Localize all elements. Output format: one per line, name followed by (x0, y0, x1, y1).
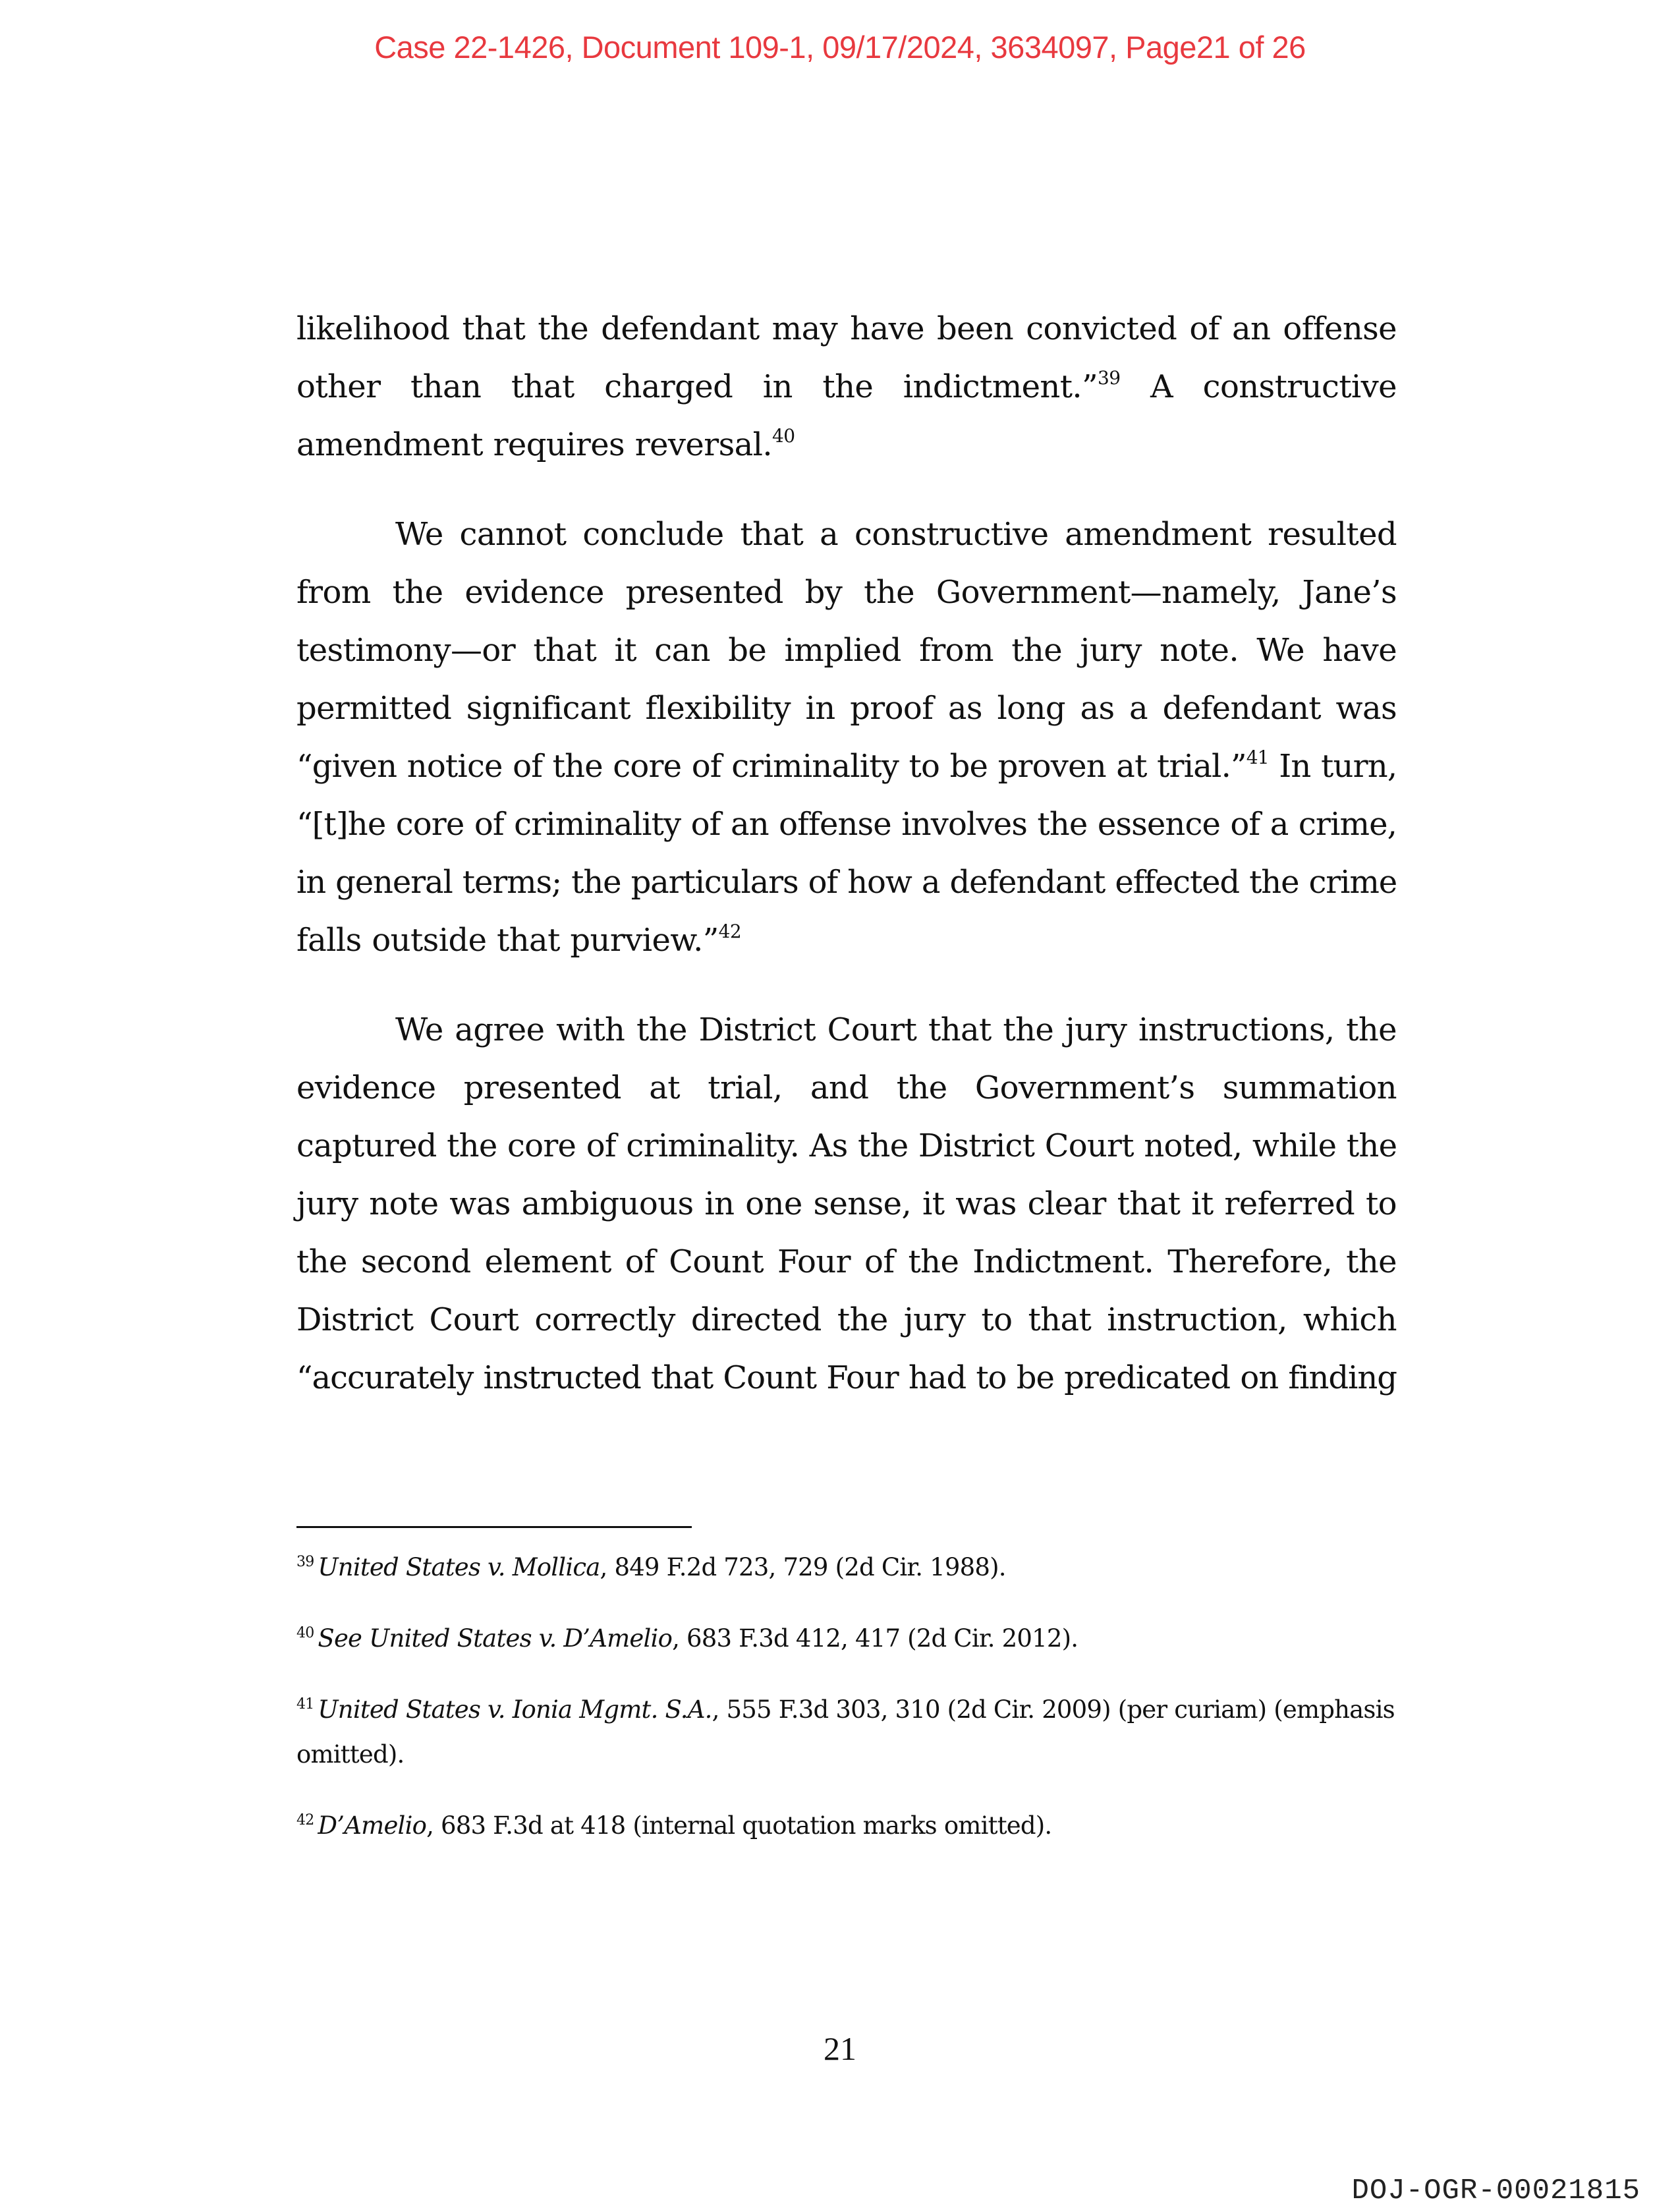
footnote-42: $^{42}$ D’Amelio, 683 F.3d at 418 (internal quotation marks omitted). (296, 1811, 1052, 1840)
footnotes-section (296, 1545, 1397, 1875)
body-line: captured the core of criminality. As the District Court noted, while the (296, 1127, 1397, 1164)
body-line: jury note was ambiguous in one sense, it was clear that it referred to (296, 1185, 1397, 1222)
footnote-40: $^{40}$ See United States v. D’Amelio, 683 F.3d 412, 417 (2d Cir. 2012). (296, 1624, 1078, 1653)
footnote-ref-39[interactable]: 39 (1098, 367, 1121, 389)
body-line: We cannot conclude that a constructive amendment resulted (395, 516, 1397, 553)
body-line: from the evidence presented by the Government—namely, Jane’s (296, 574, 1397, 611)
opinion-body (296, 300, 1397, 1438)
body-line: likelihood that the defendant may have been convicted of an offense (296, 310, 1397, 347)
body-line: “accurately instructed that Count Four had to be predicated on finding (296, 1359, 1397, 1396)
body-line: “given notice of the core of criminality to be proven at trial.”$^{41}$ In turn, (296, 747, 1397, 785)
body-line: permitted significant flexibility in proof as long as a defendant was (296, 690, 1397, 727)
body-line: District Court correctly directed the jury to that instruction, which (296, 1301, 1397, 1338)
case-header-stamp: Case 22-1426, Document 109-1, 09/17/2024, 3634097, Page21 of 26 (374, 30, 1306, 65)
paragraph-3 (296, 1001, 1397, 1407)
footnote-separator (296, 1526, 692, 1528)
body-line: the second element of Count Four of the Indictment. Therefore, the (296, 1243, 1397, 1280)
footnote-ref-42[interactable]: 42 (718, 921, 742, 942)
paragraph-2 (296, 505, 1397, 969)
body-line: “[t]he core of criminality of an offense involves the essence of a crime, (296, 806, 1397, 843)
body-line: evidence presented at trial, and the Government’s summation (296, 1069, 1397, 1106)
page-number: 21 (824, 2030, 856, 2067)
body-line: testimony—or that it can be implied from the jury note. We have (296, 632, 1397, 669)
paragraph-1 (296, 300, 1397, 474)
body-line: falls outside that purview.”$^{42}$ (296, 921, 742, 959)
body-line: in general terms; the particulars of how a defendant effected the crime (296, 864, 1397, 901)
footnote-39: $^{39}$ United States v. Mollica, 849 F.2d 723, 729 (2d Cir. 1988). (296, 1553, 1006, 1581)
footnote-ref-40[interactable]: 40 (772, 425, 795, 447)
body-line: other than that charged in the indictment.”$^{39}$ A constructive (296, 367, 1397, 405)
body-line: amendment requires reversal.$^{40}$ (296, 425, 795, 463)
footnote-ref-41[interactable]: 41 (1246, 747, 1269, 768)
body-line: We agree with the District Court that the jury instructions, the (395, 1011, 1397, 1048)
bates-number: DOJ-OGR-00021815 (1351, 2174, 1640, 2207)
footnote-41: $^{41}$ United States v. Ionia Mgmt. S.A., 555 F.3d 303, 310 (2d Cir. 2009) (per curiam) (emphasis omitted). (296, 1695, 1395, 1769)
